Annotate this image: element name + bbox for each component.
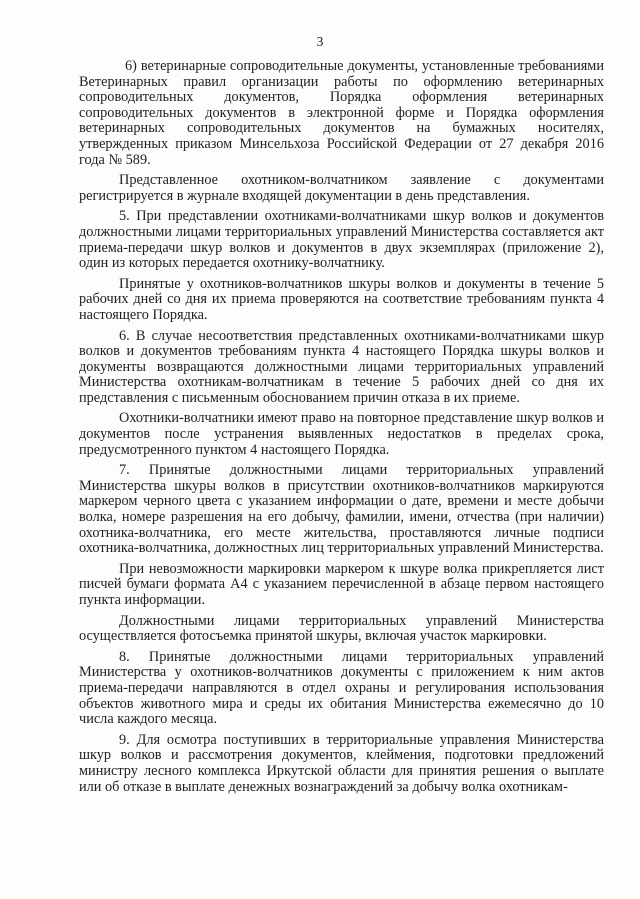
document-body	[79, 59, 604, 800]
paragraph-photography: Должностными лицами территориальных управлений Министерства осуществляется фотосъемка принятой шкуры, включая участок маркировки.	[79, 612, 604, 645]
page-number: 3	[316, 34, 324, 49]
paragraph-clause-6: 6. В случае несоответствия представленных охотниками-волчатниками шкур волков и документов требованиям пункта 4 настоящего Порядка шкуры волков и документы возвращаются должностными лицами территориальных управлений Министерства охотникам-волчатникам в течение 5 рабочих дней со дня их представления с письменным обоснованием причин отказа в их приеме.	[79, 327, 604, 406]
paragraph-clause-7: 7. Принятые должностными лицами территориальных управлений Министерства шкуры волков в присутствии охотников-волчатников маркируются маркером черного цвета с указанием информации о дате, времени и месте добычи волка, номере разрешения на его добычу, фамилии, имени, отчества (при наличии) охотника-волчатника, его месте жительства, проставляются личные подписи охотника-волчатника, должностных лиц территориальных управлений Министерства.	[79, 462, 604, 557]
paragraph-clause-8: 8. Принятые должностными лицами территориальных управлений Министерства у охотников-волчатников документы с приложением к ним актов приема-передачи направляются в отдел охраны и регулирования использования объектов животного мира и среды их обитания Министерства ежемесячно до 10 числа каждого месяца.	[79, 648, 604, 728]
paragraph-item-6: 6) ветеринарные сопроводительные документы, установленные требованиями Ветеринарных правил организации работы по оформлению ветеринарных сопроводительных документов, Порядка оформления ветеринарных сопроводительных документов в электронной форме и Порядка оформления ветеринарных сопроводительных документов на бумажных носителях, утвержденных приказом Минсельхоза Российской Федерации от 27 декабря 2016 года № 589.	[79, 58, 604, 168]
paragraph-resubmission: Охотники-волчатники имеют право на повторное представление шкур волков и документов после устранения выявленных недостатков в пределах срока, предусмотренного пунктом 4 настоящего Порядка.	[79, 410, 604, 458]
paragraph-clause-9: 9. Для осмотра поступивших в территориальные управления Министерства шкур волков и рассмотрения документов, клеймения, подготовки предложений министру лесного комплекса Иркутской области для принятия решения о выплате или об отказе в выплате денежных вознаграждений за добычу волка охотникам-	[79, 731, 604, 795]
paragraph-clause-5: 5. При представлении охотниками-волчатниками шкур волков и документов должностными лицами территориальных управлений Министерства составляется акт приема-передачи шкур волков и документов в двух экземплярах (приложение 2), один из которых передается охотнику-волчатнику.	[79, 208, 604, 272]
paragraph-registration: Представленное охотником-волчатником заявление с документами регистрируется в журнале входящей документации в день представления.	[79, 172, 604, 204]
paragraph-verification: Принятые у охотников-волчатников шкуры волков и документы в течение 5 рабочих дней со дня их приема проверяются на соответствие требованиям пункта 4 настоящего Порядка.	[79, 275, 604, 323]
paragraph-marking-alternative: При невозможности маркировки маркером к шкуре волка прикрепляется лист писчей бумаги формата А4 с указанием перечисленной в абзаце первом настоящего пункта информации.	[79, 560, 604, 608]
